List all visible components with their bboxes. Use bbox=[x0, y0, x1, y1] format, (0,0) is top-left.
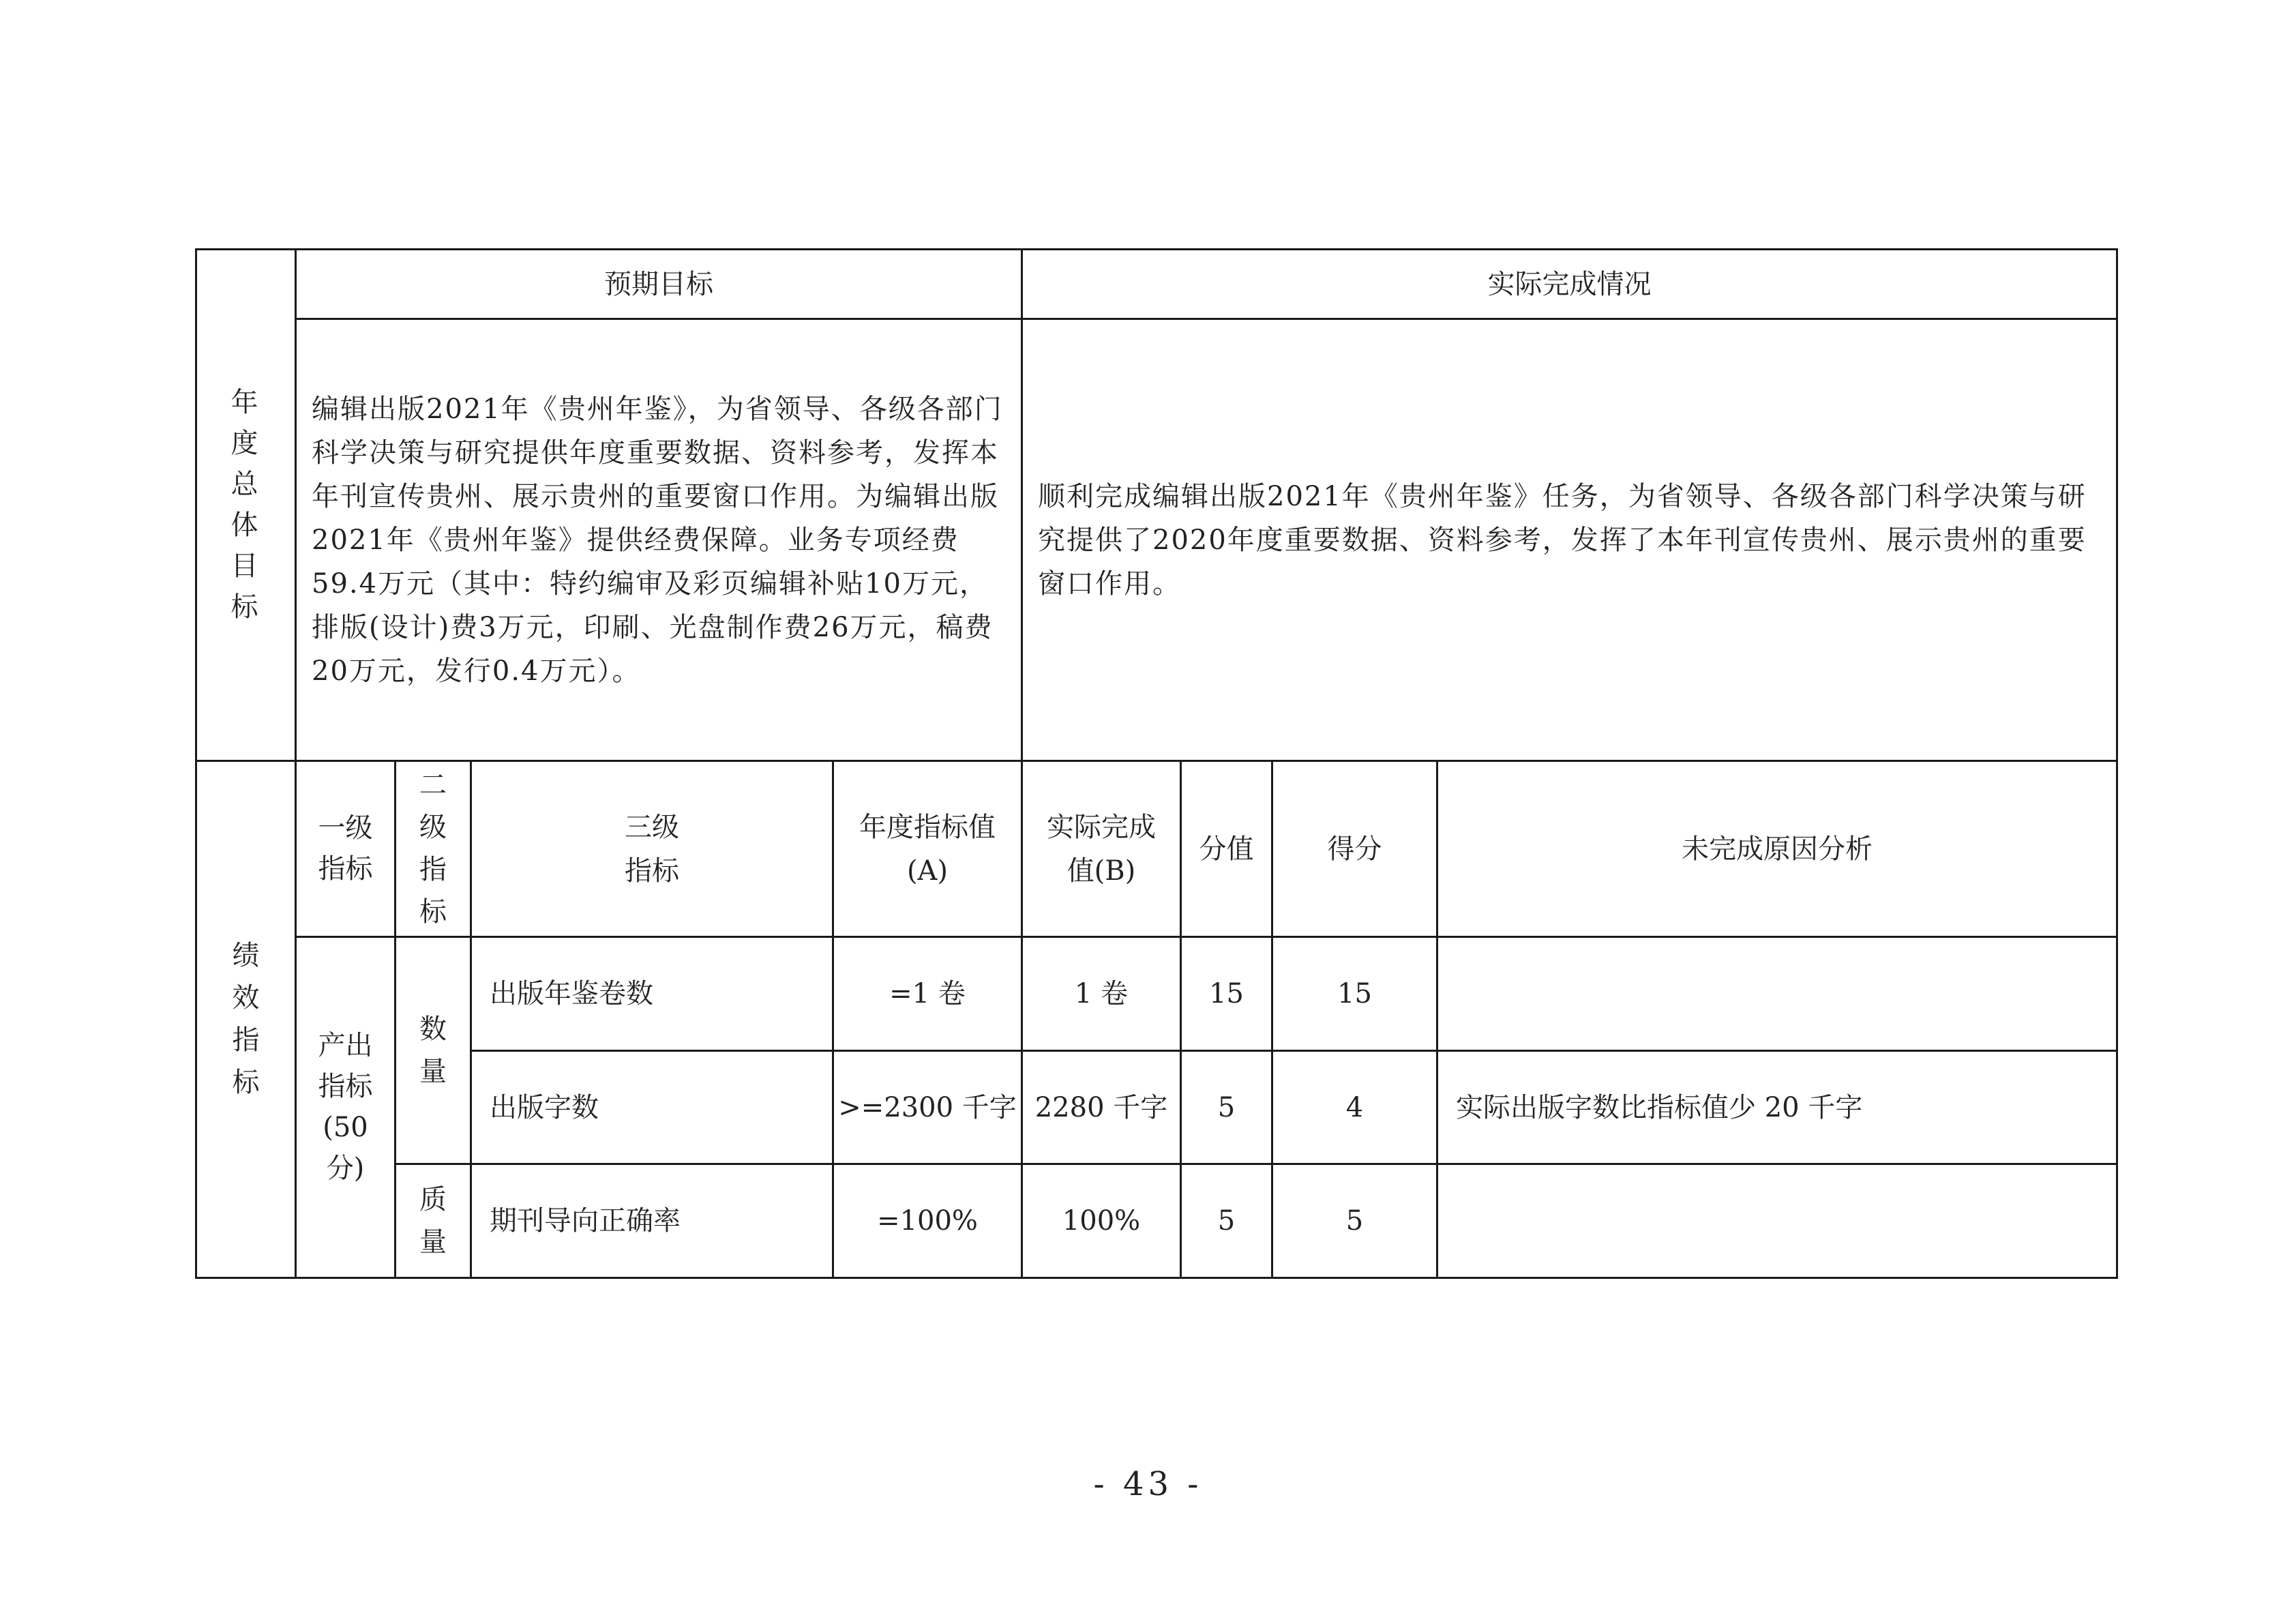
col-actual-value-header bbox=[1022, 761, 1181, 937]
row2-indicator: 出版字数 bbox=[471, 1051, 833, 1164]
expected-header: 预期目标 bbox=[296, 250, 1022, 319]
table-row bbox=[196, 1164, 2117, 1278]
performance-label: 绩效指标 bbox=[232, 940, 260, 1098]
row2-score-value: 5 bbox=[1181, 1051, 1272, 1164]
annual-value-header-line1: 年度指标值 bbox=[859, 811, 996, 843]
actual-value-header-line2: 值(B) bbox=[1067, 855, 1136, 887]
performance-label-cell bbox=[196, 761, 296, 1278]
table-row bbox=[196, 937, 2117, 1051]
quantity-cell bbox=[396, 937, 471, 1164]
actual-value-header-line1: 实际完成 bbox=[1047, 811, 1156, 843]
row1-annual-value: =1 卷 bbox=[833, 937, 1022, 1051]
row1-score: 15 bbox=[1272, 937, 1437, 1051]
row3-annual-value: =100% bbox=[833, 1164, 1022, 1278]
quality-cell bbox=[396, 1164, 471, 1278]
actual-header: 实际完成情况 bbox=[1022, 250, 2117, 319]
level2-header-text: 二级指标 bbox=[419, 769, 447, 928]
row2-score: 4 bbox=[1272, 1051, 1437, 1164]
quantity-label: 数量 bbox=[419, 1013, 447, 1087]
col-score-value-header: 分值 bbox=[1181, 761, 1272, 937]
actual-completion-text: 顺利完成编辑出版2021年《贵州年鉴》任务，为省领导、各级各部门科学决策与研究提供了2020年度重要数据、资料参考，发挥了本年刊宣传贵州、展示贵州的重要窗口作用。 bbox=[1022, 319, 2117, 761]
col-level1-header bbox=[296, 761, 396, 937]
indicator-header-row bbox=[196, 761, 2117, 937]
row2-reason: 实际出版字数比指标值少 20 千字 bbox=[1437, 1051, 2117, 1164]
col-score-header: 得分 bbox=[1272, 761, 1437, 937]
row1-indicator: 出版年鉴卷数 bbox=[471, 937, 833, 1051]
col-reason-header: 未完成原因分析 bbox=[1437, 761, 2117, 937]
annual-goal-label-cell bbox=[196, 250, 296, 761]
row3-indicator: 期刊导向正确率 bbox=[471, 1164, 833, 1278]
col-level3-header bbox=[471, 761, 833, 937]
row3-reason bbox=[1437, 1164, 2117, 1278]
level1-header-text: 一级指标 bbox=[318, 812, 373, 885]
row1-actual-value: 1 卷 bbox=[1022, 937, 1181, 1051]
annual-goal-label: 年度总体目标 bbox=[230, 386, 261, 623]
level3-header-line1: 三级 bbox=[625, 811, 679, 843]
expected-goal-text: 编辑出版2021年《贵州年鉴》，为省领导、各级各部门科学决策与研究提供年度重要数据、资料参考，发挥本年刊宣传贵州、展示贵州的重要窗口作用。为编辑出版2021年《贵州年鉴》提供经费保障。业务专项经费59.4万元（其中：特约编审及彩页编辑补贴10万元，排版(设计)费3万元，印刷、光盘制作费26万元，稿费20万元，发行0.4万元）。 bbox=[296, 319, 1022, 761]
col-level2-header bbox=[396, 761, 471, 937]
goal-content-row bbox=[196, 319, 2117, 761]
annual-value-header-line2: (A) bbox=[906, 855, 949, 887]
row2-actual-value: 2280 千字 bbox=[1022, 1051, 1181, 1164]
row1-score-value: 15 bbox=[1181, 937, 1272, 1051]
performance-table bbox=[195, 248, 2118, 1279]
page-number: - 43 - bbox=[1093, 1465, 1203, 1503]
goal-header-row bbox=[196, 250, 2117, 319]
row3-actual-value: 100% bbox=[1022, 1164, 1181, 1278]
row2-annual-value: >=2300 千字 bbox=[833, 1051, 1022, 1164]
row3-score-value: 5 bbox=[1181, 1164, 1272, 1278]
output-indicator-text: 产出指标(50分) bbox=[318, 1029, 373, 1184]
row3-score: 5 bbox=[1272, 1164, 1437, 1278]
col-annual-value-header bbox=[833, 761, 1022, 937]
table-row bbox=[196, 1051, 2117, 1164]
row1-reason bbox=[1437, 937, 2117, 1051]
quality-label: 质量 bbox=[419, 1183, 447, 1258]
level3-header-line2: 指标 bbox=[625, 855, 679, 887]
output-indicator-cell bbox=[296, 937, 396, 1278]
